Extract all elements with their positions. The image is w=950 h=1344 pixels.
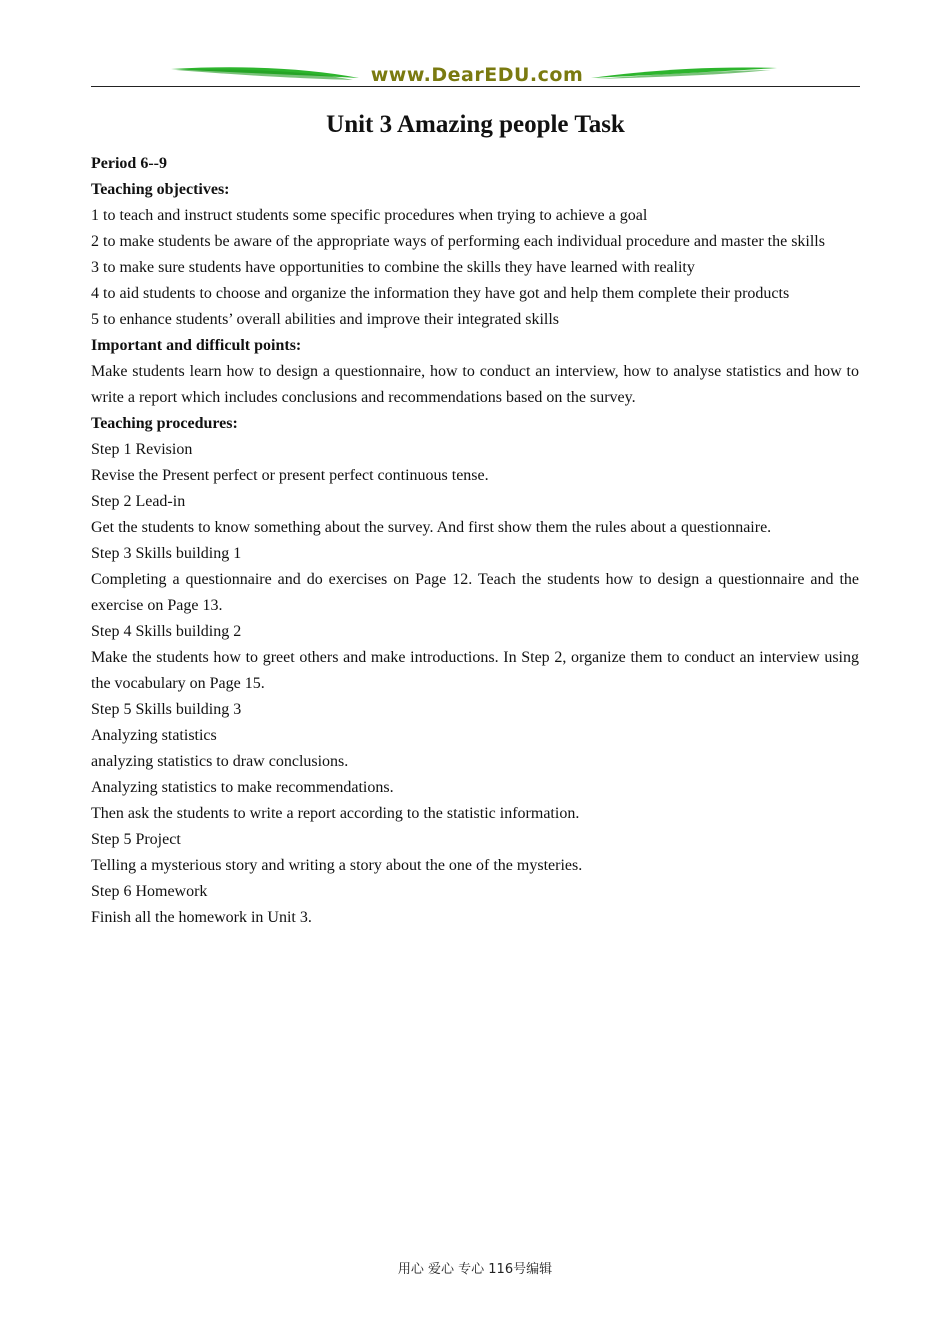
period-label: Period 6--9 — [91, 155, 167, 172]
document-body — [91, 151, 859, 931]
points-text: Make students learn how to design a questionnaire, how to conduct an interview, how to analyse statistics and how to write a report which includes conclusions and recommendations based on the survey. — [91, 363, 859, 406]
procedure-line: Analyzing statistics — [91, 727, 217, 744]
logo-text: www.DearEDU.com — [370, 64, 584, 86]
procedure-line: Step 3 Skills building 1 — [91, 545, 242, 562]
procedure-line: Analyzing statistics to make recommendations. — [91, 779, 394, 796]
procedure-line: Revise the Present perfect or present perfect continuous tense. — [91, 467, 489, 484]
page-footer: 用心 爱心 专心 116号编辑 — [397, 1262, 553, 1277]
procedure-line: Step 5 Skills building 3 — [91, 701, 242, 718]
procedure-line: Completing a questionnaire and do exercises on Page 12. Teach the students how to design a questionnaire and the exercise on Page 13. — [91, 571, 859, 614]
procedure-line: Then ask the students to write a report according to the statistic information. — [91, 805, 580, 822]
procedure-line: Step 6 Homework — [91, 883, 208, 900]
procedures-heading: Teaching procedures: — [91, 415, 238, 432]
header-rule — [91, 86, 860, 87]
objective-item: 1 to teach and instruct students some specific procedures when trying to achieve a goal — [91, 207, 648, 224]
procedure-line: Step 1 Revision — [91, 441, 193, 458]
objective-item: 5 to enhance students’ overall abilities and improve their integrated skills — [91, 311, 560, 328]
page-title: Unit 3 Amazing people Task — [326, 111, 625, 138]
objective-item: 4 to aid students to choose and organize the information they have got and help them complete their products — [91, 285, 790, 302]
procedure-line: Step 4 Skills building 2 — [91, 623, 242, 640]
points-heading: Important and difficult points: — [91, 337, 302, 354]
objectives-heading: Teaching objectives: — [91, 181, 230, 198]
objective-item: 2 to make students be aware of the appropriate ways of performing each individual procedure and master the skills — [91, 233, 825, 250]
procedure-line: Step 2 Lead-in — [91, 493, 186, 510]
procedure-line: Finish all the homework in Unit 3. — [91, 909, 312, 926]
objective-item: 3 to make sure students have opportunities to combine the skills they have learned with reality — [91, 259, 695, 276]
procedure-line: Make the students how to greet others and make introductions. In Step 2, organize them to conduct an interview using the vocabulary on Page 15. — [91, 649, 859, 692]
procedure-line: Telling a mysterious story and writing a story about the one of the mysteries. — [91, 857, 583, 874]
procedure-line: Step 5 Project — [91, 831, 181, 848]
procedure-line: Get the students to know something about the survey. And first show them the rules about a questionnaire. — [91, 519, 772, 536]
procedure-line: analyzing statistics to draw conclusions. — [91, 753, 349, 770]
